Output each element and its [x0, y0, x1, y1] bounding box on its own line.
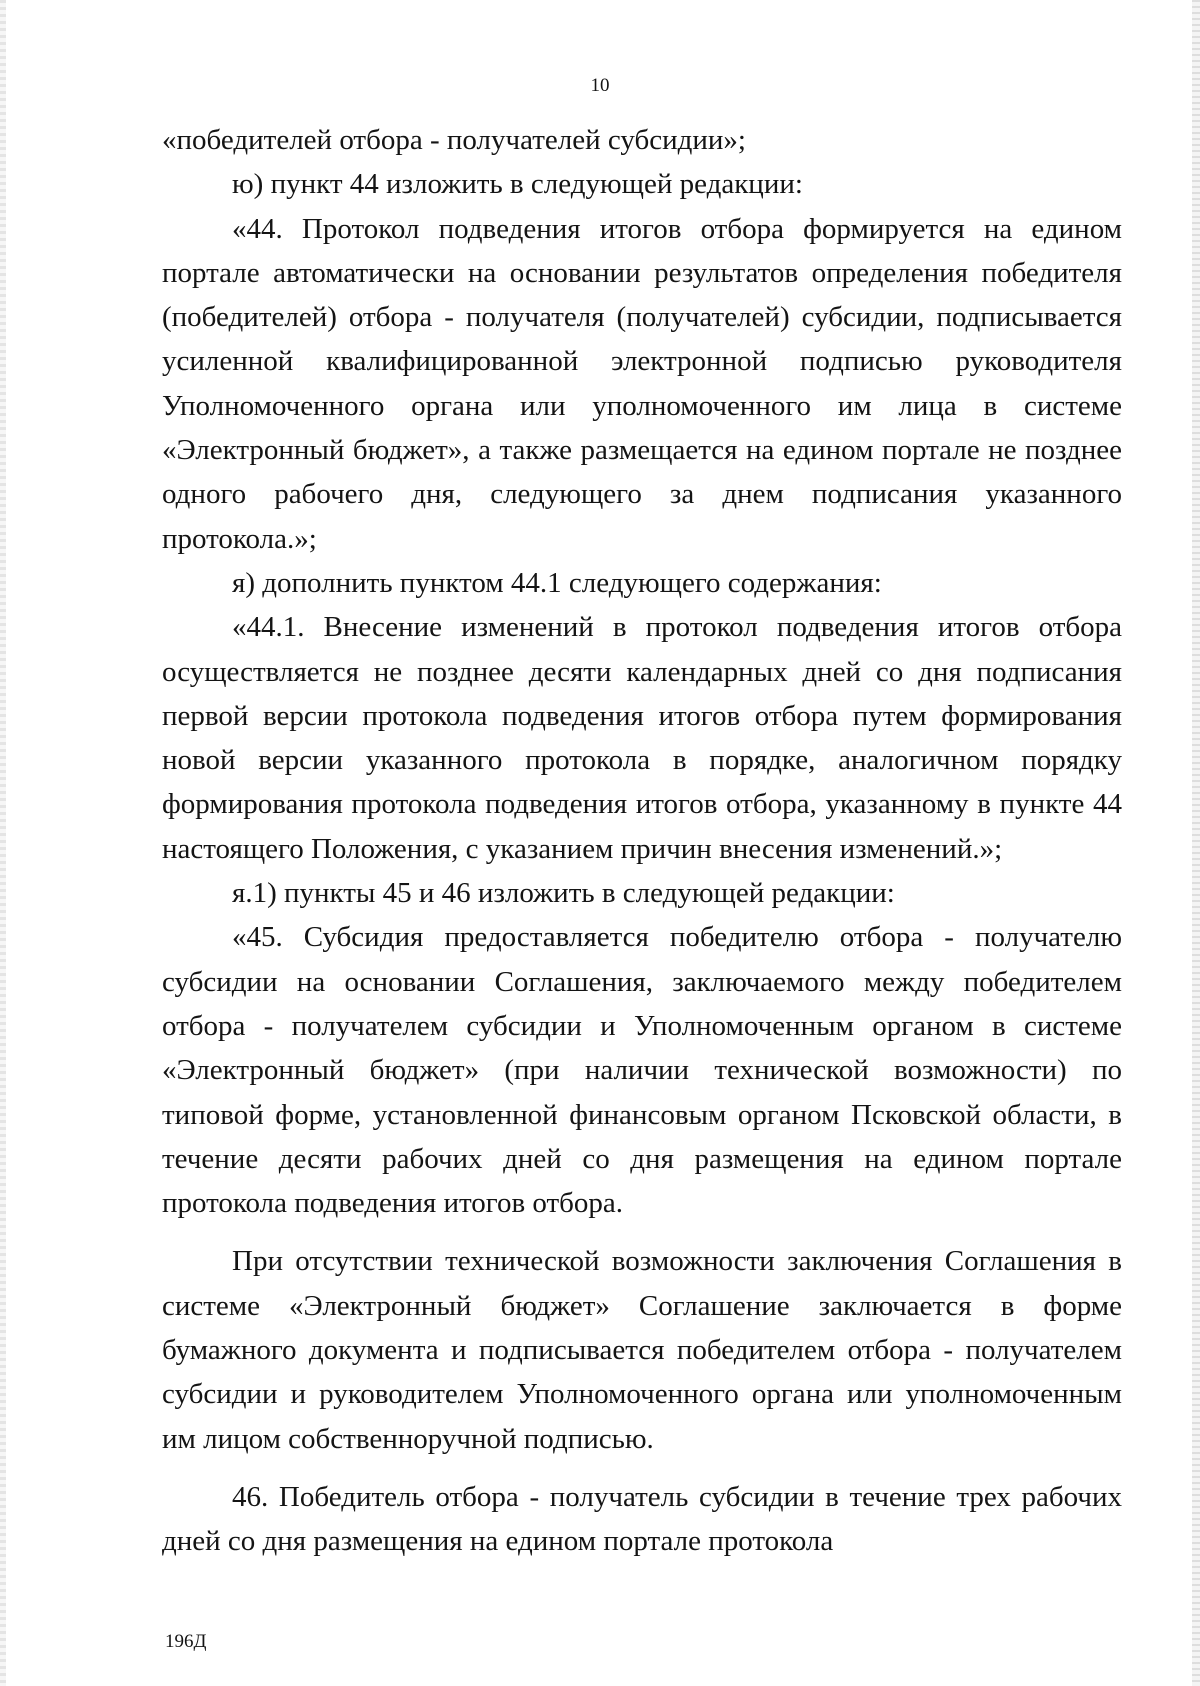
paragraph-item-ya-1: я.1) пункты 45 и 46 изложить в следующей редакции:: [232, 877, 895, 910]
paragraph-point-45: «45. Субсидия предоставляется победителю отбора - получателю субсидии на основании Соглашения, заключаемого между победителем отбора - получателем субсидии и Уполномоченным органом в системе «Электронный бюджет» (при наличии технической возможности) по типовой форме, установленной финансовым органом Псковской области, в течение десяти рабочих дней со дня размещения на едином портале протокола подведения итогов отбора.: [162, 921, 1122, 1220]
paragraph-point-45-part-2: При отсутствии технической возможности заключения Соглашения в системе «Электронный бюджет» Соглашение заключается в форме бумажного документа и подписывается победителем отбора - получателем субсидии и руководителем Уполномоченного органа или уполномоченным им лицом собственноручной подписью.: [162, 1245, 1122, 1455]
document-code: 196Д: [165, 1631, 207, 1652]
paragraph-point-44: «44. Протокол подведения итогов отбора формируется на едином портале автоматически на основании результатов определения победителя (победителей) отбора - получателя (получателей) субсидии, подписывается усиленной квалифицированной электронной подписью руководителя Уполномоченного органа или уполномоченного им лица в системе «Электронный бюджет», а также размещается на едином портале не позднее одного рабочего дня, следующего за днем подписания указанного протокола.»;: [162, 212, 1122, 555]
paragraph-point-46: 46. Победитель отбора - получатель субсидии в течение трех рабочих дней со дня размещения на едином портале протокола: [162, 1480, 1122, 1558]
scan-edge-left: [0, 0, 6, 1686]
paragraph-item-ya: я) дополнить пунктом 44.1 следующего содержания:: [232, 566, 882, 599]
paragraph-item-yu: ю) пункт 44 изложить в следующей редакции:: [232, 168, 803, 201]
page-number: 10: [590, 75, 610, 96]
paragraph-continuation: «победителей отбора - получателей субсидии»;: [162, 124, 746, 156]
document-body: [162, 118, 1122, 1564]
scan-edge-right: [1192, 0, 1200, 1686]
paragraph-point-44-1: «44.1. Внесение изменений в протокол подведения итогов отбора осуществляется не позднее десяти календарных дней со дня подписания первой версии протокола подведения итогов отбора путем формирования новой версии указанного протокола в порядке, аналогичном порядку формирования протокола подведения итогов отбора, указанному в пункте 44 настоящего Положения, с указанием причин внесения изменений.»;: [162, 611, 1122, 865]
